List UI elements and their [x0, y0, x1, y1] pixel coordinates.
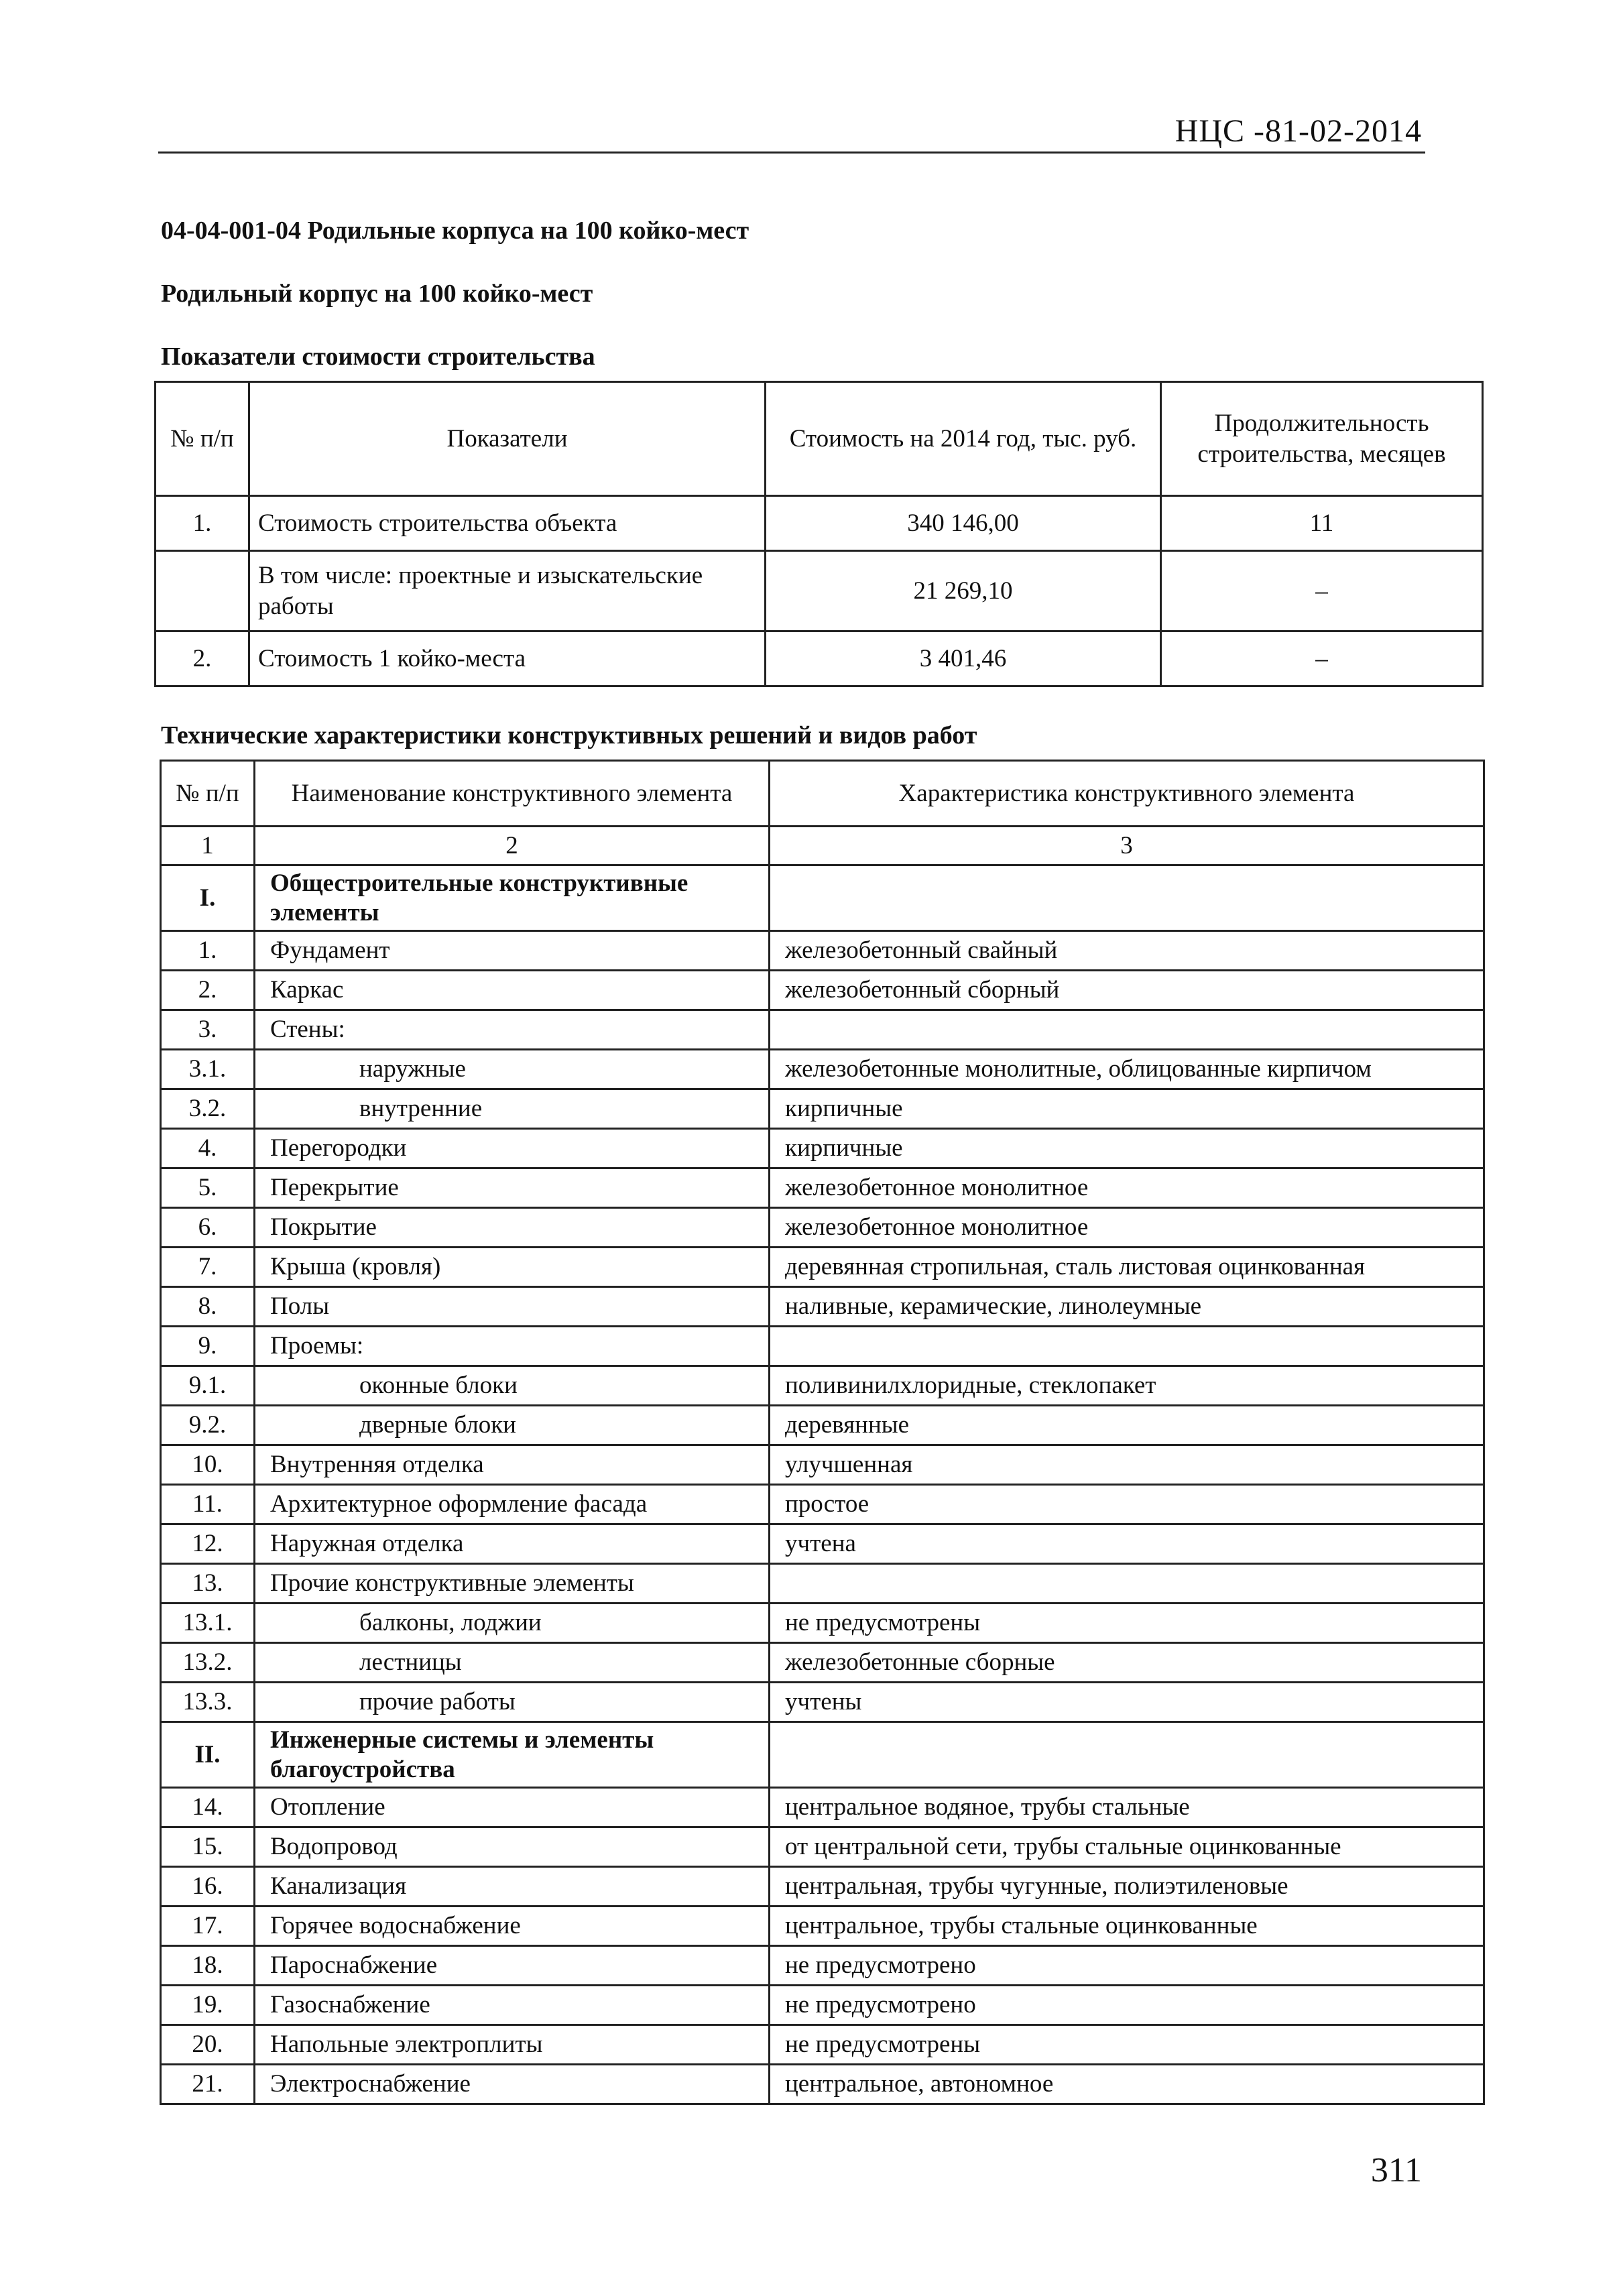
table-row [161, 1287, 1484, 1327]
cost-table [154, 381, 1484, 687]
element-name-cell: Общестроительные конструктивные элементы [255, 865, 770, 931]
characteristic-cell: учтены [770, 1683, 1484, 1722]
row-number-cell: 9.1. [161, 1366, 255, 1406]
row-number-cell: 5. [161, 1168, 255, 1208]
element-name-cell: Отопление [255, 1788, 770, 1827]
row-number-cell: 19. [161, 1986, 255, 2025]
characteristic-cell: центральное, трубы стальные оцинкованные [770, 1907, 1484, 1946]
tech-table [160, 760, 1485, 2105]
characteristic-cell [770, 865, 1484, 931]
row-number-cell: 13. [161, 1564, 255, 1604]
row-number-cell: 6. [161, 1208, 255, 1248]
element-name-cell: наружные [255, 1050, 770, 1089]
table-row [161, 1129, 1484, 1168]
table-row [156, 551, 1483, 631]
column-number-cell: 1 [161, 827, 255, 865]
table-row [161, 1485, 1484, 1524]
element-name-cell: внутренние [255, 1089, 770, 1129]
duration-cell: – [1161, 551, 1483, 631]
indicator-cell: В том числе: проектные и изыскательские работы [249, 551, 766, 631]
row-number-cell: II. [161, 1722, 255, 1788]
header-cell: Характеристика конструктивного элемента [770, 761, 1484, 827]
table-row [161, 1907, 1484, 1946]
table-row [161, 1604, 1484, 1643]
object-title: Родильный корпус на 100 койко-мест [161, 280, 593, 308]
characteristic-cell: железобетонный свайный [770, 931, 1484, 971]
cost-cell: 21 269,10 [766, 551, 1161, 631]
row-number-cell: 21. [161, 2065, 255, 2104]
tech-table-caption: Технические характеристики конструктивных решений и видов работ [161, 721, 977, 749]
table-row [161, 1946, 1484, 1986]
table-row [161, 1208, 1484, 1248]
row-number-cell: 1. [161, 931, 255, 971]
characteristic-cell: наливные, керамические, линолеумные [770, 1287, 1484, 1327]
duration-cell: – [1161, 631, 1483, 686]
element-name-cell: Перегородки [255, 1129, 770, 1168]
characteristic-cell [770, 1327, 1484, 1366]
table-row [161, 1366, 1484, 1406]
table-row [161, 1327, 1484, 1366]
table-row [161, 1722, 1484, 1788]
element-name-cell: Покрытие [255, 1208, 770, 1248]
characteristic-cell: железобетонные сборные [770, 1643, 1484, 1683]
table-row [161, 1445, 1484, 1485]
element-name-cell: Горячее водоснабжение [255, 1907, 770, 1946]
element-name-cell: Пароснабжение [255, 1946, 770, 1986]
table-row [161, 1524, 1484, 1564]
characteristic-cell: железобетонный сборный [770, 971, 1484, 1010]
header-cell: Наименование конструктивного элемента [255, 761, 770, 827]
characteristic-cell: не предусмотрены [770, 1604, 1484, 1643]
header-cell: Стоимость на 2014 год, тыс. руб. [766, 382, 1161, 496]
table-row [161, 1248, 1484, 1287]
element-name-cell: прочие работы [255, 1683, 770, 1722]
table-row [161, 1010, 1484, 1050]
characteristic-cell: деревянные [770, 1406, 1484, 1445]
row-number-cell: 2. [161, 971, 255, 1010]
row-number-cell: 17. [161, 1907, 255, 1946]
table-row [161, 1089, 1484, 1129]
table-row [161, 1867, 1484, 1907]
row-number-cell: 10. [161, 1445, 255, 1485]
characteristic-cell: простое [770, 1485, 1484, 1524]
indicator-cell: Стоимость 1 койко-места [249, 631, 766, 686]
row-number-cell: 9. [161, 1327, 255, 1366]
cost-cell: 340 146,00 [766, 496, 1161, 551]
cost-table-caption: Показатели стоимости строительства [161, 343, 595, 371]
characteristic-cell [770, 1722, 1484, 1788]
element-name-cell: Проемы: [255, 1327, 770, 1366]
header-rule [158, 152, 1425, 154]
characteristic-cell: центральное водяное, трубы стальные [770, 1788, 1484, 1827]
table-row [161, 1827, 1484, 1867]
element-name-cell: Каркас [255, 971, 770, 1010]
table-header-row [161, 761, 1484, 827]
element-name-cell: Крыша (кровля) [255, 1248, 770, 1287]
cost-cell: 3 401,46 [766, 631, 1161, 686]
element-name-cell: Прочие конструктивные элементы [255, 1564, 770, 1604]
row-number-cell: 13.3. [161, 1683, 255, 1722]
row-number-cell: 20. [161, 2025, 255, 2065]
element-name-cell: Электроснабжение [255, 2065, 770, 2104]
element-name-cell: дверные блоки [255, 1406, 770, 1445]
table-row [161, 971, 1484, 1010]
table-row [161, 1050, 1484, 1089]
table-row [161, 1643, 1484, 1683]
row-number-cell: 3.1. [161, 1050, 255, 1089]
characteristic-cell: деревянная стропильная, сталь листовая оцинкованная [770, 1248, 1484, 1287]
row-number-cell: 16. [161, 1867, 255, 1907]
tech-table-body [161, 865, 1484, 2104]
characteristic-cell: от центральной сети, трубы стальные оцинкованные [770, 1827, 1484, 1867]
characteristic-cell: центральное, автономное [770, 2065, 1484, 2104]
characteristic-cell: учтена [770, 1524, 1484, 1564]
element-name-cell: Перекрытие [255, 1168, 770, 1208]
characteristic-cell [770, 1010, 1484, 1050]
characteristic-cell: центральная, трубы чугунные, полиэтиленовые [770, 1867, 1484, 1907]
element-name-cell: Фундамент [255, 931, 770, 971]
element-name-cell: Наружная отделка [255, 1524, 770, 1564]
element-name-cell: Инженерные системы и элементы благоустройства [255, 1722, 770, 1788]
table-row [161, 865, 1484, 931]
element-name-cell: Водопровод [255, 1827, 770, 1867]
characteristic-cell: улучшенная [770, 1445, 1484, 1485]
characteristic-cell: кирпичные [770, 1129, 1484, 1168]
element-name-cell: балконы, лоджии [255, 1604, 770, 1643]
page-number: 311 [1370, 2151, 1422, 2189]
row-number-cell: 13.2. [161, 1643, 255, 1683]
characteristic-cell: поливинилхлоридные, стеклопакет [770, 1366, 1484, 1406]
row-number-cell: 3.2. [161, 1089, 255, 1129]
header-cell: Продолжительность строительства, месяцев [1161, 382, 1483, 496]
element-name-cell: Полы [255, 1287, 770, 1327]
header-cell: № п/п [156, 382, 249, 496]
table-header-row [156, 382, 1483, 496]
element-name-cell: Газоснабжение [255, 1986, 770, 2025]
element-name-cell: Канализация [255, 1867, 770, 1907]
header-cell: № п/п [161, 761, 255, 827]
table-row [161, 1564, 1484, 1604]
characteristic-cell: не предусмотрены [770, 2025, 1484, 2065]
row-number-cell: 2. [156, 631, 249, 686]
row-number-cell: 15. [161, 1827, 255, 1867]
table-row [161, 1406, 1484, 1445]
characteristic-cell: не предусмотрено [770, 1986, 1484, 2025]
row-number-cell: 1. [156, 496, 249, 551]
characteristic-cell: железобетонные монолитные, облицованные кирпичом [770, 1050, 1484, 1089]
element-name-cell: Архитектурное оформление фасада [255, 1485, 770, 1524]
row-number-cell [156, 551, 249, 631]
duration-cell: 11 [1161, 496, 1483, 551]
element-name-cell: Внутренняя отделка [255, 1445, 770, 1485]
table-row [161, 2025, 1484, 2065]
table-row [161, 931, 1484, 971]
characteristic-cell: кирпичные [770, 1089, 1484, 1129]
table-row [161, 1683, 1484, 1722]
column-number-cell: 2 [255, 827, 770, 865]
characteristic-cell [770, 1564, 1484, 1604]
characteristic-cell: не предусмотрено [770, 1946, 1484, 1986]
characteristic-cell: железобетонное монолитное [770, 1168, 1484, 1208]
row-number-cell: 18. [161, 1946, 255, 1986]
table-row [161, 1986, 1484, 2025]
element-name-cell: оконные блоки [255, 1366, 770, 1406]
table-row [156, 496, 1483, 551]
row-number-cell: 13.1. [161, 1604, 255, 1643]
row-number-cell: 12. [161, 1524, 255, 1564]
row-number-cell: I. [161, 865, 255, 931]
column-number-cell: 3 [770, 827, 1484, 865]
section-title: 04-04-001-04 Родильные корпуса на 100 койко-мест [161, 217, 749, 245]
element-name-cell: лестницы [255, 1643, 770, 1683]
table-row [161, 1788, 1484, 1827]
document-code: НЦС -81-02-2014 [1175, 113, 1422, 149]
row-number-cell: 9.2. [161, 1406, 255, 1445]
indicator-cell: Стоимость строительства объекта [249, 496, 766, 551]
header-cell: Показатели [249, 382, 766, 496]
column-number-row [161, 827, 1484, 865]
table-row [161, 1168, 1484, 1208]
row-number-cell: 4. [161, 1129, 255, 1168]
row-number-cell: 7. [161, 1248, 255, 1287]
table-row [161, 2065, 1484, 2104]
row-number-cell: 11. [161, 1485, 255, 1524]
table-row [156, 631, 1483, 686]
element-name-cell: Напольные электроплиты [255, 2025, 770, 2065]
element-name-cell: Стены: [255, 1010, 770, 1050]
row-number-cell: 8. [161, 1287, 255, 1327]
characteristic-cell: железобетонное монолитное [770, 1208, 1484, 1248]
row-number-cell: 3. [161, 1010, 255, 1050]
row-number-cell: 14. [161, 1788, 255, 1827]
